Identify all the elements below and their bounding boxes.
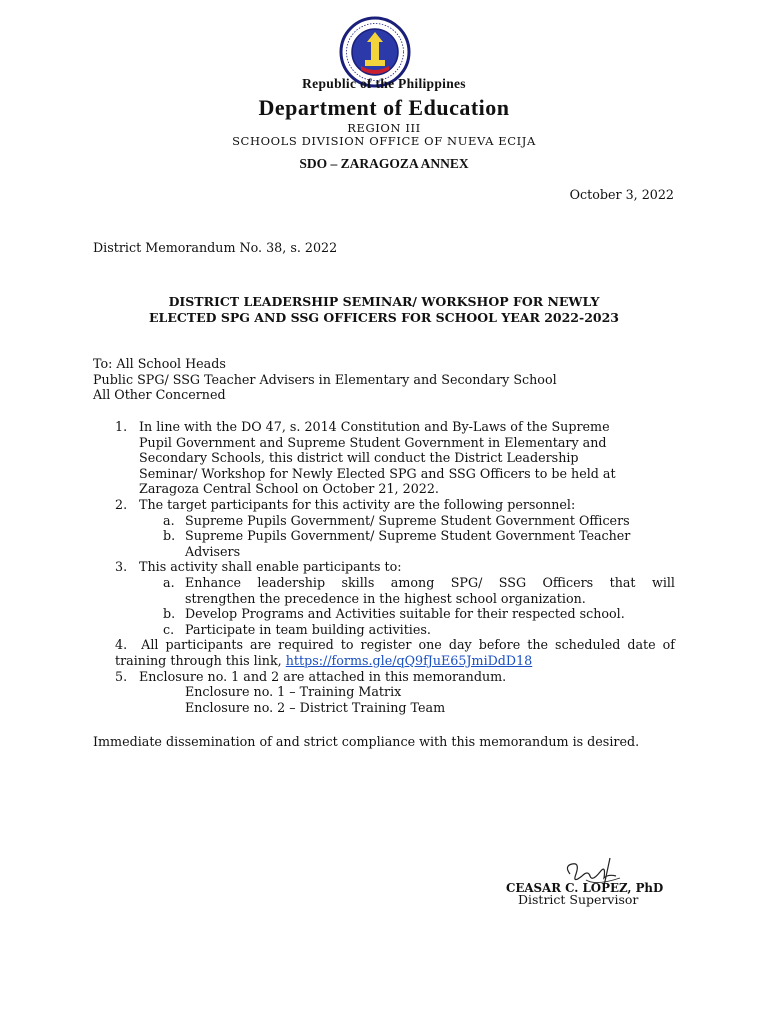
list-item-text-cont bbox=[93, 653, 675, 669]
list-number: 1. bbox=[115, 419, 128, 434]
registration-link[interactable]: https://forms.gle/qQ9fJuE65JmiDdD18 bbox=[285, 652, 533, 668]
list-item-text: The target participants for this activity are the following personnel: bbox=[139, 496, 576, 512]
list-item bbox=[93, 669, 675, 685]
text-line: Seminar/ Workshop for Newly Elected SPG and SSG Officers to be held at bbox=[139, 465, 616, 481]
list-letter: a. bbox=[163, 512, 175, 528]
recipient-line: To: All School Heads bbox=[93, 356, 226, 371]
list-item bbox=[93, 497, 675, 513]
list-item-text: This activity shall enable participants to: bbox=[139, 559, 402, 575]
enclosure-2: Enclosure no. 2 – District Training Team bbox=[185, 699, 446, 715]
list-item-text bbox=[93, 637, 675, 653]
list-letter: c. bbox=[163, 621, 175, 637]
sub-list-item-text: Develop Programs and Activities suitable for their respected school. bbox=[185, 606, 625, 622]
text-line: Enhance leadership skills among SPG/ SSG Officers that will bbox=[185, 574, 675, 590]
text-line: Supreme Pupils Government/ Supreme Student Government Teacher bbox=[185, 528, 631, 544]
enclosure-1: Enclosure no. 1 – Training Matrix bbox=[185, 684, 402, 700]
memo-date: October 3, 2022 bbox=[569, 187, 674, 202]
recipient-line: All Other Concerned bbox=[93, 387, 226, 403]
list-item-text bbox=[93, 419, 675, 497]
sub-list-item bbox=[93, 513, 675, 529]
header-annex: SDO – ZARAGOZA ANNEX bbox=[299, 156, 469, 171]
text-line: In line with the DO 47, s. 2014 Constitution and By-Laws of the Supreme bbox=[139, 419, 610, 434]
header-division: SCHOOLS DIVISION OFFICE OF NUEVA ECIJA bbox=[232, 134, 536, 148]
list-letter: a. bbox=[163, 574, 175, 590]
memo-number: District Memorandum No. 38, s. 2022 bbox=[93, 240, 338, 255]
memo-title-line2: ELECTED SPG AND SSG OFFICERS FOR SCHOOL YEAR 2022-2023 bbox=[149, 310, 619, 325]
sub-list-item-text bbox=[93, 575, 675, 606]
text-line: Secondary Schools, this district will conduct the District Leadership bbox=[139, 450, 579, 466]
memo-body-list bbox=[93, 419, 675, 715]
text-line: Zaragoza Central School on October 21, 2022. bbox=[139, 481, 439, 497]
list-number: 3. bbox=[115, 559, 128, 575]
sub-list-item-text: Supreme Pupils Government/ Supreme Student Government Officers bbox=[185, 512, 630, 528]
sub-list-item bbox=[93, 575, 675, 606]
list-item bbox=[93, 419, 675, 497]
sub-list-item bbox=[93, 606, 675, 622]
recipient-line: Public SPG/ SSG Teacher Advisers in Elementary and Secondary School bbox=[93, 371, 557, 387]
header-department: Department of Education bbox=[258, 95, 510, 120]
text-line: Pupil Government and Supreme Student Government in Elementary and bbox=[139, 434, 607, 450]
sub-list-item-text bbox=[93, 528, 675, 559]
list-letter: b. bbox=[163, 528, 176, 544]
text-line: Advisers bbox=[185, 543, 241, 559]
sub-list-item bbox=[93, 622, 675, 638]
header-region: REGION III bbox=[347, 121, 421, 135]
signatory-name: CEASAR C. LOPEZ, PhD bbox=[506, 881, 664, 895]
text-line: All participants are required to register one day before the scheduled date of bbox=[141, 637, 675, 653]
memo-title bbox=[0, 294, 768, 326]
sub-list-item-text: Participate in team building activities. bbox=[185, 621, 431, 637]
list-item bbox=[93, 559, 675, 575]
sub-list-item bbox=[93, 528, 675, 559]
list-number: 5. bbox=[115, 668, 128, 684]
memo-title-line1: DISTRICT LEADERSHIP SEMINAR/ WORKSHOP FOR NEWLY bbox=[168, 294, 600, 309]
list-item-text: Enclosure no. 1 and 2 are attached in this memorandum. bbox=[139, 668, 507, 684]
list-item bbox=[93, 637, 675, 668]
text-line: strengthen the precedence in the highest school organization. bbox=[185, 590, 586, 606]
text-line: training through this link, bbox=[115, 652, 286, 668]
recipients bbox=[93, 356, 557, 403]
header-republic: Republic of the Philippines bbox=[302, 76, 466, 91]
list-number: 4. bbox=[115, 637, 128, 653]
list-number: 2. bbox=[115, 496, 128, 512]
closing-paragraph: Immediate dissemination of and strict compliance with this memorandum is desired. bbox=[93, 734, 640, 749]
list-letter: b. bbox=[163, 606, 176, 622]
signatory-position: District Supervisor bbox=[518, 892, 639, 907]
